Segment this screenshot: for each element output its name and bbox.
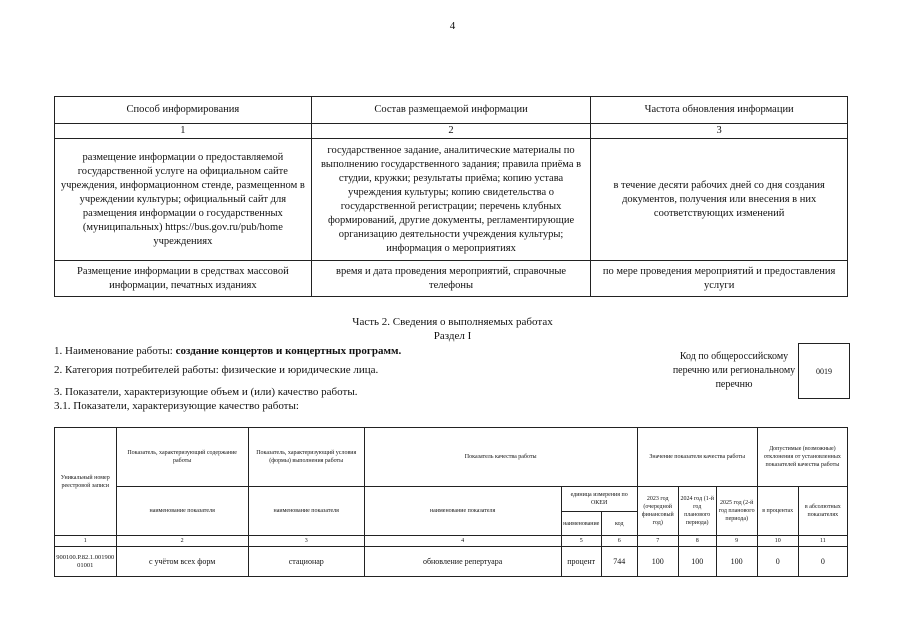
column-number: 3 — [591, 124, 848, 139]
work-name-label: 1. Наименование работы: — [54, 345, 176, 357]
quality-indicators-table — [54, 427, 848, 577]
header-cell: Частота обновления информации — [591, 97, 848, 124]
quality-indicators-line: 3.1. Показатели, характеризующие качество работы: — [54, 400, 299, 412]
table-subheader-row — [55, 487, 848, 512]
registry-code-label: Код по общероссийскому перечню или региональному перечню — [672, 351, 796, 390]
column-number: 7 — [637, 536, 678, 547]
section-title: Раздел I — [433, 330, 472, 342]
table-cell: с учётом всех форм — [116, 547, 248, 577]
column-number: 8 — [678, 536, 716, 547]
part-title: Часть 2. Сведения о выполняемых работах — [352, 316, 553, 328]
table-cell: 0 — [798, 547, 847, 577]
table-header-row — [55, 428, 848, 487]
registry-number-cell: 900100.Р.82.1.00190001001 — [55, 547, 117, 577]
table-cell: процент — [561, 547, 601, 577]
table-cell: размещение информации о предоставляемой государственной услуге на официальном сайте учреждения, информационном стенде, размещенном в учреждении культуры; официальный сайт для размещения информации о государственных (муниципальных) https://bus.gov.ru/pub/home учреждениях — [55, 139, 312, 261]
table-cell: государственное задание, аналитические материалы по выполнению государственного задания; правила приёма в студии, кружки; результаты приёма; копию устава учреждения культуры; копию свидетельства о государственной регистрации; перечень клубных формирований, другие документы, регламентирующие организацию деятельности учреждения культуры; информация о мероприятиях — [311, 139, 591, 261]
column-number: 1 — [55, 536, 117, 547]
header-cell: Значение показателя качества работы — [637, 428, 757, 487]
column-number: 9 — [716, 536, 757, 547]
header-cell: 2025 год (2-й год планового периода) — [716, 487, 757, 536]
column-number-row — [55, 124, 848, 139]
table-header-row — [55, 97, 848, 124]
column-number: 2 — [311, 124, 591, 139]
table-cell: 0 — [757, 547, 798, 577]
table-row — [55, 547, 848, 577]
column-number: 2 — [116, 536, 248, 547]
header-cell: Показатель, характеризующий условия (формы) выполнения работы — [248, 428, 364, 487]
header-cell: Способ информирования — [55, 97, 312, 124]
table-row — [55, 139, 848, 261]
header-cell: 2024 год (1-й год планового периода) — [678, 487, 716, 536]
table-cell: по мере проведения мероприятий и предоставления услуги — [591, 261, 848, 297]
column-number: 5 — [561, 536, 601, 547]
column-number: 6 — [601, 536, 637, 547]
table-cell: обновление репертуара — [364, 547, 561, 577]
header-cell: наименование показателя — [364, 487, 561, 536]
registry-code-box — [798, 343, 850, 399]
table-cell: в течение десяти рабочих дней со дня создания документов, получения или внесения в них соответствующих изменений — [591, 139, 848, 261]
page-number: 4 — [449, 20, 456, 32]
header-cell: Состав размещаемой информации — [311, 97, 591, 124]
table-cell: 100 — [637, 547, 678, 577]
header-cell: наименование показателя — [248, 487, 364, 536]
table-cell: время и дата проведения мероприятий, справочные телефоны — [311, 261, 591, 297]
work-name-value: создание концертов и концертных программ. — [175, 345, 402, 357]
header-cell: в абсолютных показателях — [798, 487, 847, 536]
header-cell: код — [601, 512, 637, 536]
table-cell: стационар — [248, 547, 364, 577]
header-cell: Допустимые (возможные) отклонения от установленных показателей качества работы — [757, 428, 847, 487]
header-cell: единица измерения по ОКЕИ — [561, 487, 637, 512]
header-cell: Показатель, характеризующий содержание работы — [116, 428, 248, 487]
indicators-line: 3. Показатели, характеризующие объем и (или) качество работы. — [54, 386, 358, 398]
column-number: 11 — [798, 536, 847, 547]
table-cell: 100 — [716, 547, 757, 577]
header-cell: Показатель качества работы — [364, 428, 637, 487]
consumer-category-line: 2. Категория потребителей работы: физические и юридические лица. — [54, 364, 379, 376]
table-cell: Размещение информации в средствах массовой информации, печатных изданиях — [55, 261, 312, 297]
registry-code-value: 0019 — [816, 366, 832, 376]
header-cell: Уникальный номер реестровой записи — [55, 428, 117, 536]
header-cell: наименование показателя — [116, 487, 248, 536]
information-table — [54, 96, 848, 297]
column-number: 10 — [757, 536, 798, 547]
table-row — [55, 261, 848, 297]
column-number: 3 — [248, 536, 364, 547]
table-cell: 100 — [678, 547, 716, 577]
header-cell: 2023 год (очередной финансовый год) — [637, 487, 678, 536]
column-number: 1 — [55, 124, 312, 139]
column-number-row — [55, 536, 848, 547]
header-cell: наименование — [561, 512, 601, 536]
work-name-line — [54, 345, 401, 357]
column-number: 4 — [364, 536, 561, 547]
header-cell: в процентах — [757, 487, 798, 536]
table-cell: 744 — [601, 547, 637, 577]
